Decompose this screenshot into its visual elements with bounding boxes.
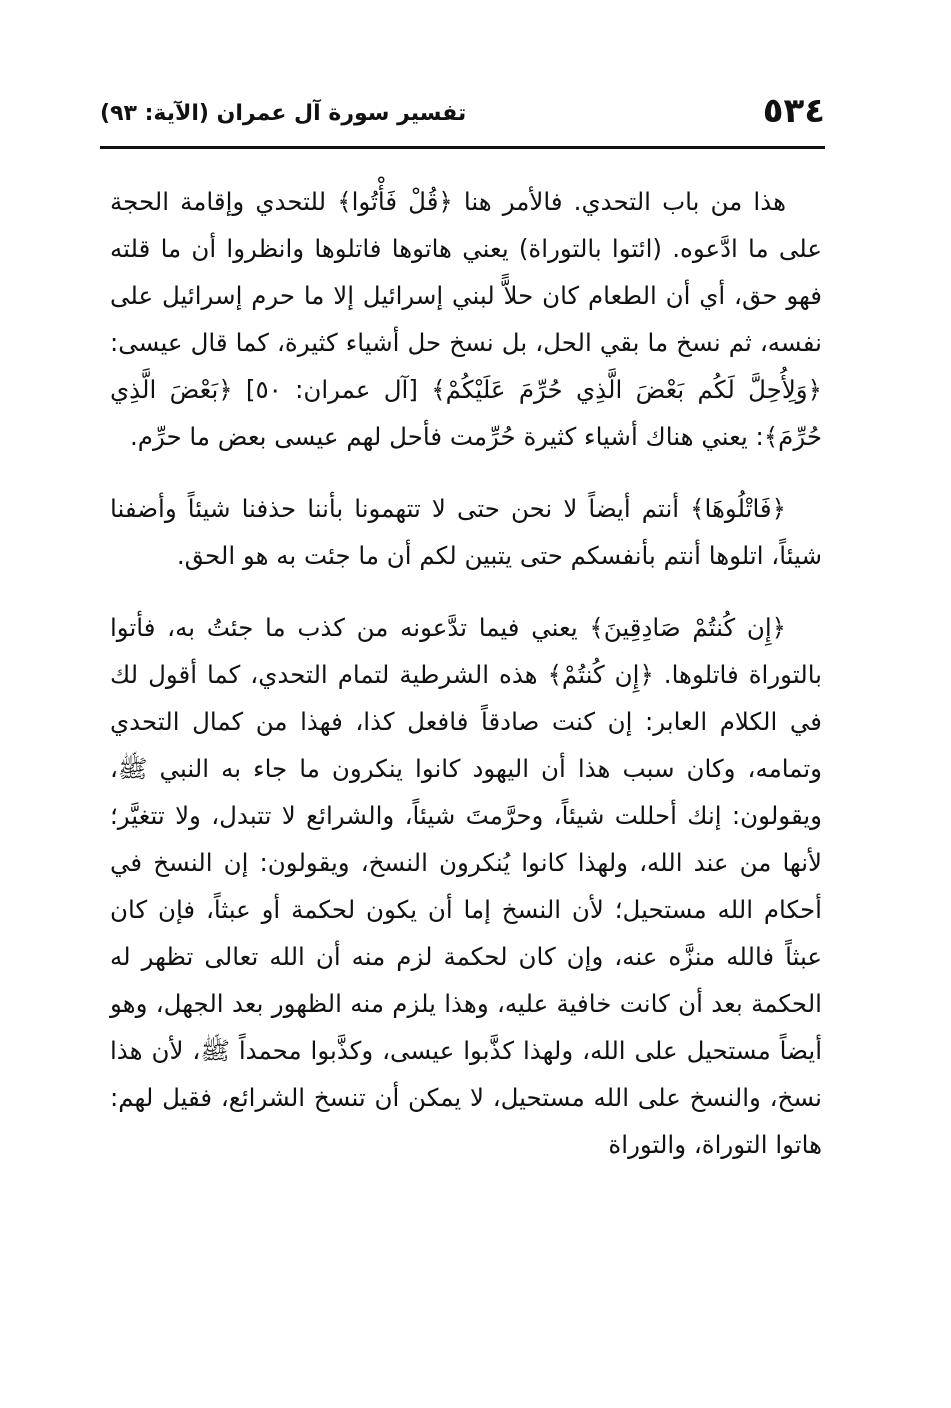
quran-quote: ﴿إِن كُنتُمْ صَادِقِينَ﴾ xyxy=(589,613,786,642)
quran-quote: ﴿قُلْ فَأْتُوا﴾ xyxy=(337,187,453,216)
text-span: هذا من باب التحدي. فالأمر هنا xyxy=(452,187,786,216)
paragraph-2 xyxy=(110,485,822,579)
page-header xyxy=(100,86,825,146)
running-title: تفسير سورة آل عمران (الآية: ٩٣) xyxy=(100,101,467,126)
verse-reference: [آل عمران: ٥٠] xyxy=(232,375,432,404)
text-span: أنتم أيضاً لا نحن حتى لا تتهمونا بأننا حذفنا شيئاً وأضفنا شيئاً، اتلوها أنتم بأنفسكم حتى يتبين لكم أن ما جئت به هو الحق. xyxy=(110,494,822,570)
quran-quote: ﴿بَعْضَ الَّذِي حُرِّمَ﴾ xyxy=(110,375,822,451)
text-span: هذه الشرطية لتمام التحدي، كما أقول لك في الكلام العابر: إن كنت صادقاً فافعل كذا، فهذا من كمال التحدي وتمامه، وكان سبب هذا أن اليهود كانوا ينكرون ما جاء به النبي ﷺ، ويقولون: إنك أحللت شيئاً، وحرَّمتَ شيئاً، والشرائع لا تتبدل، ولا تتغيَّر؛ لأنها من عند الله، ولهذا كانوا يُنكرون النسخ، ويقولون: إن النسخ في أحكام الله مستحيل؛ لأن النسخ إما أن يكون لحكمة أو عبثاً، فإن كان عبثاً فالله منزَّه عنه، وإن كان لحكمة لزم منه أن الله تعالى تظهر له الحكمة بعد أن كانت خافية عليه، وهذا يلزم منه الظهور بعد الجهل، وهو أيضاً مستحيل على الله، ولهذا كذَّبوا عيسى، وكذَّبوا محمداً ﷺ، لأن هذا نسخ، والنسخ على الله مستحيل، لا يمكن أن تنسخ الشرائع، فقيل لهم: هاتوا التوراة، والتوراة xyxy=(110,660,822,1159)
paragraph-1 xyxy=(110,178,822,460)
quran-quote: ﴿وَلِأُحِلَّ لَكُم بَعْضَ الَّذِي حُرِّمَ عَلَيْكُمْ﴾ xyxy=(431,375,822,404)
quran-quote: ﴿إِن كُنتُمْ﴾ xyxy=(547,660,654,689)
page-body xyxy=(110,178,822,1168)
header-rule xyxy=(100,146,825,149)
text-span: يعني فيما تدَّعونه من كذب ما جئتُ به، فأتوا بالتوراة فاتلوها. xyxy=(110,613,822,689)
text-span: : يعني هناك أشياء كثيرة حُرِّمت فأحل لهم عيسى بعض ما حرِّم. xyxy=(130,422,764,451)
quran-quote: ﴿فَاتْلُوهَا﴾ xyxy=(690,494,786,523)
paragraph-3 xyxy=(110,604,822,1168)
page-number: ٥٣٤ xyxy=(762,91,825,131)
text-span: للتحدي وإقامة الحجة على ما ادَّعوه. (ائتوا بالتوراة) يعني هاتوها فاتلوها وانظروا أن ما قلته فهو حق، أي أن الطعام كان حلاًّ لبني إسرائيل إلا ما حرم إسرائيل على نفسه، ثم نسخ ما بقي الحل، بل نسخ حل أشياء كثيرة، كما قال عيسى: xyxy=(110,187,822,357)
